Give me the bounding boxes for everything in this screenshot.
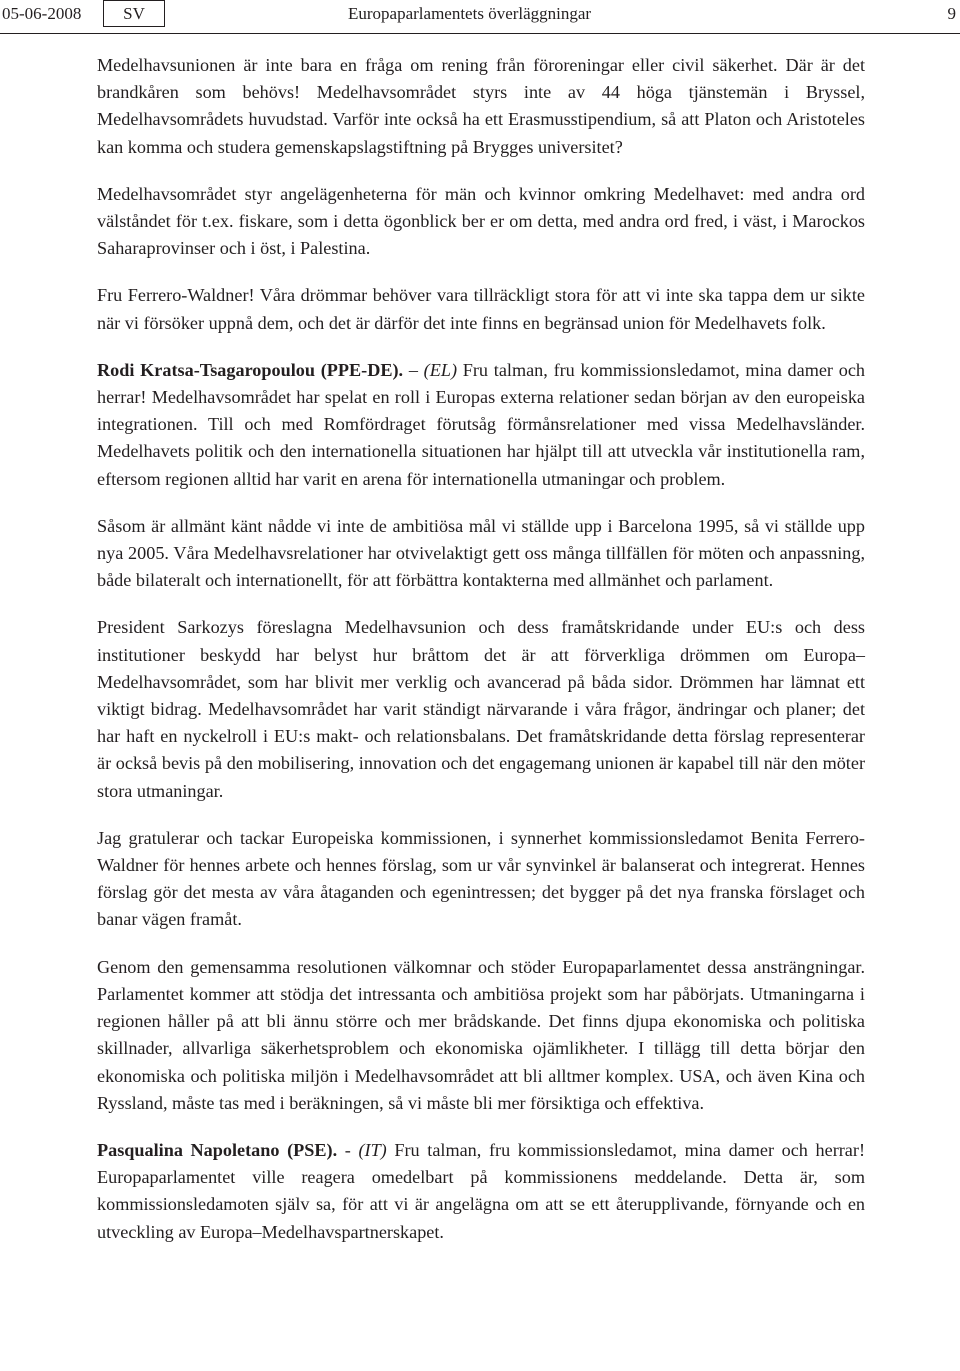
paragraph [97, 614, 865, 804]
paragraph [97, 954, 865, 1117]
speech-language: (EL) [423, 359, 458, 380]
paragraph-text: Genom den gemensamma resolutionen välkomnar och stöder Europaparlamentet dessa ansträngningar. Parlamentet kommer att stödja det intressanta och ambitiösa projekt som har påbörjats. Utmaningarna i regionen håller på att bli ännu större och mer brådskande. Det finns djupa ekonomiska och politiska skillnader, allvarliga säkerhetsproblem och ekonomiska ojämlikheter. I tillägg till detta börjar den ekonomiska och politiska miljön i Medelhavsområdet att bli alltmer komplex. USA, och även Kina och Ryssland, måste tas med i beräkningen, så vi måste bli mer försiktiga och effektiva. [97, 956, 865, 1113]
header-divider [0, 33, 960, 34]
speech-paragraph [97, 1137, 865, 1246]
speaker-dash: – [403, 359, 424, 380]
language-code-box: SV [103, 0, 165, 27]
paragraph-text: Medelhavsområdet styr angelägenheterna för män och kvinnor omkring Medelhavet: med andra ord välståndet för t.ex. fiskare, som i detta ögonblick ber er om detta, med andra ord fred, i väst, i Marockos Saharaprovinser och i öst, i Palestina. [97, 183, 865, 259]
speech-language: (IT) [358, 1139, 387, 1160]
paragraph-text: Såsom är allmänt känt nådde vi inte de ambitiösa mål vi ställde upp i Barcelona 1995, så vi ställde upp nya 2005. Våra Medelhavsrelationer har otvivelaktigt gett oss många tillfällen för möten och anpassning, både bilateralt och internationellt, för att förbättra kontakterna med allmänhet och parlament. [97, 515, 865, 591]
paragraph [97, 282, 865, 336]
paragraph-text: Fru talman, fru kommissionsledamot, mina damer och herrar! Europaparlamentet ville reagera omedelbart på kommissionens meddelande. Detta är, som kommissionsledamoten själv sa, för att vi är angelägna om att se ett återupplivande, förnyande och en utveckling av Europa–Medelhavspartnerskapet. [97, 1139, 865, 1242]
paragraph [97, 52, 865, 161]
document-body [97, 52, 865, 1266]
header-title: Europaparlamentets överläggningar [348, 4, 592, 23]
speech-paragraph [97, 357, 865, 493]
paragraph-text: Fru talman, fru kommissionsledamot, mina damer och herrar! Medelhavsområdet har spelat en roll i Europas externa relationer sedan början av den europeiska integrationen. Till och med Romfördraget förutsåg förmånsrelationer med vissa Medelhavsländer. Medelhavets politik och den internationella situationen har hjälpt till att utveckla vår institutionella ram, eftersom regionen alltid har varit en arena för internationella utmaningar och problem. [97, 359, 865, 489]
paragraph-text: Fru Ferrero-Waldner! Våra drömmar behöver vara tillräckligt stora för att vi inte ska tappa dem ur sikte när vi försöker uppnå dem, och det är därför det inte finns en begränsad union för Medelhavets folk. [97, 285, 865, 333]
paragraph [97, 181, 865, 263]
paragraph [97, 513, 865, 595]
page-number: 9 [947, 4, 956, 23]
paragraph [97, 825, 865, 934]
speaker-name: Rodi Kratsa-Tsagaropoulou (PPE-DE). [97, 359, 404, 380]
paragraph-text: President Sarkozys föreslagna Medelhavsunion och dess framåtskridande under EU:s och dess institutioner beskydd har belyst hur bråttom det är att förverkliga drömmen om Europa–Medelhavsområdet, som har blivit mer verklig och avancerad på båda sidor. Drömmen har lämnat ett viktigt bidrag. Medelhavsområdet har varit ständigt närvarande i våra frågor, ändringar och planer; det har haft en nyckelroll i EU:s makt- och relationsbalans. Det framåtskridande detta förslag representerar är också bevis på den mobilisering, innovation och det engagemang unionen är kapabel till när den möter stora utmaningar. [97, 617, 865, 801]
paragraph-text: Medelhavsunionen är inte bara en fråga om rening från föroreningar eller civil säkerhet. Där är det brandkåren som behövs! Medelhavsområdet styrs inte av 44 höga tjänstemän i Bryssel, Medelhavsområdets huvudstad. Varför inte också ha ett Erasmusstipendium, så att Platon och Aristoteles kan komma och studera gemenskapslagstiftning på Brygges universitet? [97, 55, 865, 157]
speaker-name: Pasqualina Napoletano (PSE). [97, 1139, 338, 1160]
page-header [0, 0, 960, 32]
paragraph-text: Jag gratulerar och tackar Europeiska kommissionen, i synnerhet kommissionsledamot Benita Ferrero-Waldner för hennes arbete och hennes förslag, som ur vår synvinkel är balanserat och integrerat. Hennes förslag gör det mesta av våra åtaganden och egenintressen; det bygger på det nya franska förslaget och banar vägen framåt. [97, 827, 865, 930]
speaker-dash: - [337, 1139, 359, 1160]
header-date: 05-06-2008 [2, 4, 82, 23]
